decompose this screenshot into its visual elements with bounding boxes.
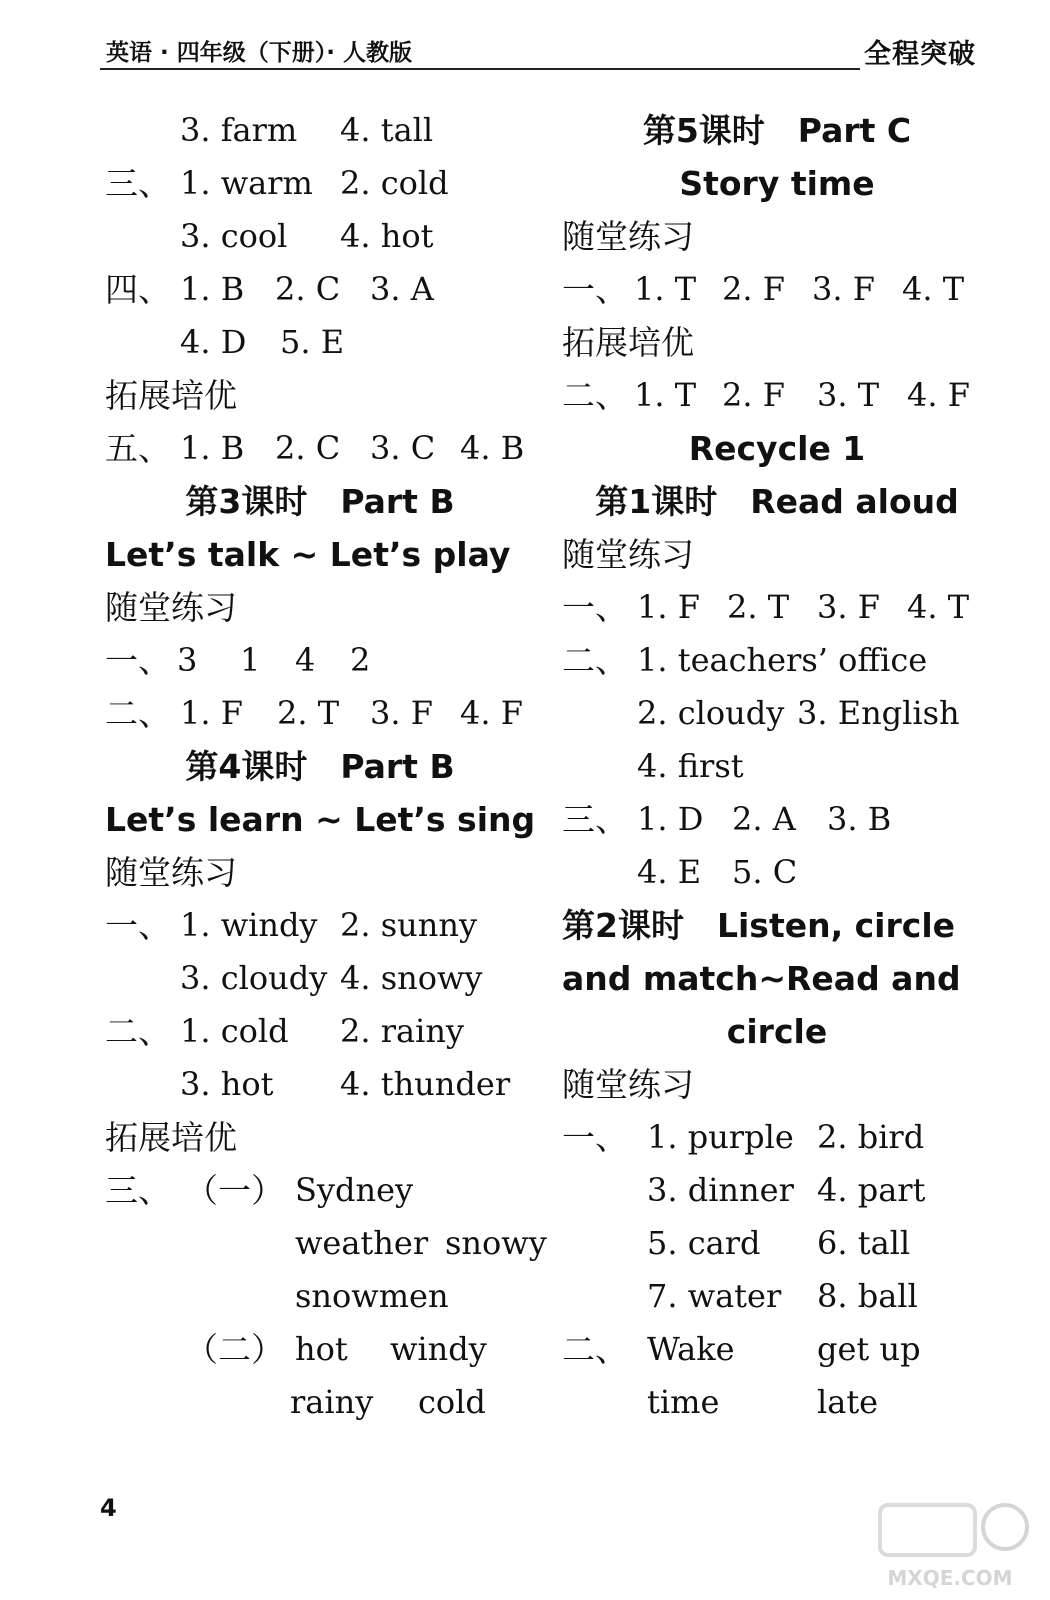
answer-line xyxy=(105,1058,535,1111)
answer-line xyxy=(105,634,535,687)
watermark-text: MXQE.COM xyxy=(887,1566,1013,1590)
answer-line xyxy=(105,1111,535,1164)
label-text: 五、 xyxy=(105,429,171,468)
answer-line xyxy=(562,528,992,581)
answer-text: hot xyxy=(295,1330,348,1368)
answer-text: 3. B xyxy=(827,800,892,838)
answer-line xyxy=(105,316,535,369)
answer-line xyxy=(562,369,992,422)
answer-text: 4. tall xyxy=(340,111,434,149)
label-text: 随堂练习 xyxy=(562,1065,694,1104)
answer-text: 1. teachers’ office xyxy=(637,641,928,679)
answer-line xyxy=(562,1111,992,1164)
answer-line xyxy=(105,687,535,740)
answer-text: 2. C xyxy=(275,270,341,308)
answer-line xyxy=(562,1164,992,1217)
section-heading: 第4课时 Part B xyxy=(185,747,455,786)
answer-text: 3. dinner xyxy=(647,1171,794,1209)
section-heading: Let’s talk ~ Let’s play xyxy=(105,535,511,574)
answer-line xyxy=(562,1217,992,1270)
answer-text: 2. F xyxy=(722,270,785,308)
answer-text: snowy xyxy=(445,1224,547,1262)
answer-line xyxy=(562,263,992,316)
answer-line xyxy=(105,210,535,263)
label-text: 二、 xyxy=(105,1012,171,1051)
label-text: 四、 xyxy=(105,270,171,309)
answer-line xyxy=(562,581,992,634)
answer-line xyxy=(105,1270,535,1323)
label-text: 一、 xyxy=(562,588,628,627)
label-text: 一、 xyxy=(105,641,171,680)
label-text: 三、 xyxy=(105,164,171,203)
answer-text: get up xyxy=(817,1330,921,1368)
answer-line xyxy=(105,899,535,952)
answer-text: rainy xyxy=(290,1383,374,1421)
section-heading: 第2课时 Listen, circle xyxy=(562,906,956,945)
answer-text: 2. T xyxy=(727,588,790,626)
answer-text: 2. F xyxy=(722,376,785,414)
answer-line xyxy=(105,1217,547,1270)
answer-line xyxy=(105,369,535,422)
answer-text: late xyxy=(817,1383,879,1421)
answer-line xyxy=(105,1323,535,1376)
label-text: 随堂练习 xyxy=(562,217,694,256)
section-heading: Recycle 1 xyxy=(688,429,866,468)
label-text: 二、 xyxy=(562,641,628,680)
answer-text: 1. T xyxy=(634,376,697,414)
answer-text: 4. snowy xyxy=(340,959,483,997)
answer-text: 2. sunny xyxy=(340,906,478,944)
page-number: 4 xyxy=(100,1494,117,1522)
answer-text: 5. card xyxy=(647,1224,761,1262)
answer-text: 2. T xyxy=(277,694,340,732)
answer-text: 1. T xyxy=(634,270,697,308)
answer-line xyxy=(562,846,992,899)
answer-text: Sydney xyxy=(295,1171,414,1209)
answer-text: 3. hot xyxy=(180,1065,274,1103)
label-text: 二、 xyxy=(562,376,628,415)
watermark-logo xyxy=(870,1497,1030,1592)
answer-text: 4. hot xyxy=(340,217,434,255)
answer-line xyxy=(562,634,992,687)
answer-text: 5. E xyxy=(280,323,345,361)
answer-text: 4. F xyxy=(460,694,523,732)
answer-text: 4. first xyxy=(637,747,744,785)
answer-line xyxy=(105,422,535,475)
answer-line xyxy=(562,687,992,740)
answer-line xyxy=(105,952,535,1005)
section-heading: 第1课时 Read aloud xyxy=(595,482,959,521)
label-text: 二、 xyxy=(562,1330,628,1369)
answer-text: 3. cool xyxy=(180,217,288,255)
answer-text: 8. ball xyxy=(817,1277,918,1315)
section-heading: and match~Read and xyxy=(562,959,961,998)
answer-text: 2. cold xyxy=(340,164,449,202)
answer-line xyxy=(562,210,992,263)
label-text: 拓展培优 xyxy=(105,376,237,415)
answer-text: 4. F xyxy=(907,376,970,414)
label-text: 一、 xyxy=(562,1118,628,1157)
answer-line xyxy=(105,263,535,316)
label-text: 随堂练习 xyxy=(105,853,237,892)
answer-text: 2. rainy xyxy=(340,1012,464,1050)
answer-text: 3. F xyxy=(370,694,433,732)
answer-text: 5. C xyxy=(732,853,798,891)
label-text: （二） xyxy=(185,1330,284,1369)
left-column xyxy=(105,104,547,1429)
section-heading: Story time xyxy=(679,164,875,203)
label-text: 一、 xyxy=(562,270,628,309)
answer-line xyxy=(105,1005,535,1058)
answer-text: 3 xyxy=(177,641,198,679)
answer-line xyxy=(562,793,992,846)
header-divider xyxy=(100,68,860,70)
answer-text: 3. A xyxy=(370,270,434,308)
answer-text: cold xyxy=(418,1383,486,1421)
label-text: 三、 xyxy=(105,1171,171,1210)
answer-text: 1. D xyxy=(637,800,704,838)
answer-text: 2. C xyxy=(275,429,341,467)
answer-line xyxy=(562,316,992,369)
answer-text: 3. F xyxy=(817,588,880,626)
answer-text: Wake xyxy=(647,1330,735,1368)
label-text: 随堂练习 xyxy=(562,535,694,574)
answer-text: 1. purple xyxy=(647,1118,794,1156)
answer-text: weather xyxy=(295,1224,429,1262)
answer-text: 3. farm xyxy=(180,111,298,149)
answer-line xyxy=(105,1376,535,1429)
section-heading: Let’s learn ~ Let’s sing xyxy=(105,800,536,839)
answer-text: 3. F xyxy=(812,270,875,308)
answer-line xyxy=(562,1058,992,1111)
answer-text: 4. thunder xyxy=(340,1065,511,1103)
answer-text: windy xyxy=(390,1330,487,1368)
answer-line xyxy=(105,104,535,157)
answer-text: 1. F xyxy=(637,588,700,626)
answer-text: 4. B xyxy=(460,429,525,467)
label-text: 二、 xyxy=(105,694,171,733)
section-heading: 第5课时 Part C xyxy=(642,111,912,150)
answer-line xyxy=(105,581,535,634)
answer-text: snowmen xyxy=(295,1277,449,1315)
label-text: 随堂练习 xyxy=(105,588,237,627)
book-title: 英语 · 四年级（下册）· 人教版 xyxy=(106,40,412,66)
answer-text: 4. part xyxy=(817,1171,926,1209)
answer-text: 1. B xyxy=(180,429,245,467)
label-text: （一） xyxy=(185,1171,284,1210)
label-text: 拓展培优 xyxy=(105,1118,237,1157)
answer-text: 3. English xyxy=(797,694,960,732)
answer-text: 1. B xyxy=(180,270,245,308)
answer-line xyxy=(562,1323,992,1376)
right-column xyxy=(562,104,992,1429)
answer-text: 4. D xyxy=(180,323,247,361)
answer-text: 3. C xyxy=(370,429,436,467)
answer-text: 4. E xyxy=(637,853,702,891)
label-text: 一、 xyxy=(105,906,171,945)
answer-text: 2 xyxy=(350,641,371,679)
answer-text: 2. bird xyxy=(817,1118,925,1156)
answer-text: 3. cloudy xyxy=(180,959,328,997)
answer-text: 2. cloudy xyxy=(637,694,785,732)
answer-text: 4. T xyxy=(907,588,970,626)
label-text: 三、 xyxy=(562,800,628,839)
answer-text: 1. warm xyxy=(180,164,313,202)
series-logo: 全程突破 xyxy=(864,39,976,70)
answer-line xyxy=(562,740,992,793)
answer-text: 7. water xyxy=(647,1277,782,1315)
section-heading: 第3课时 Part B xyxy=(185,482,455,521)
page-header xyxy=(100,30,980,72)
answer-text: 4. T xyxy=(902,270,965,308)
answer-line xyxy=(105,846,535,899)
answer-text: 1 xyxy=(240,641,261,679)
answer-text: 6. tall xyxy=(817,1224,911,1262)
answer-text: 1. windy xyxy=(180,906,318,944)
answer-text: 1. F xyxy=(180,694,243,732)
answer-text: 4 xyxy=(295,641,316,679)
answer-text: 3. T xyxy=(817,376,880,414)
answer-line xyxy=(105,157,535,210)
label-text: 拓展培优 xyxy=(562,323,694,362)
answer-line xyxy=(562,1270,992,1323)
answer-text: 2. A xyxy=(732,800,796,838)
section-heading: circle xyxy=(726,1012,828,1051)
answer-text: 1. cold xyxy=(180,1012,289,1050)
answer-line xyxy=(105,1164,535,1217)
answer-text: time xyxy=(647,1383,720,1421)
answer-line xyxy=(562,1376,992,1429)
